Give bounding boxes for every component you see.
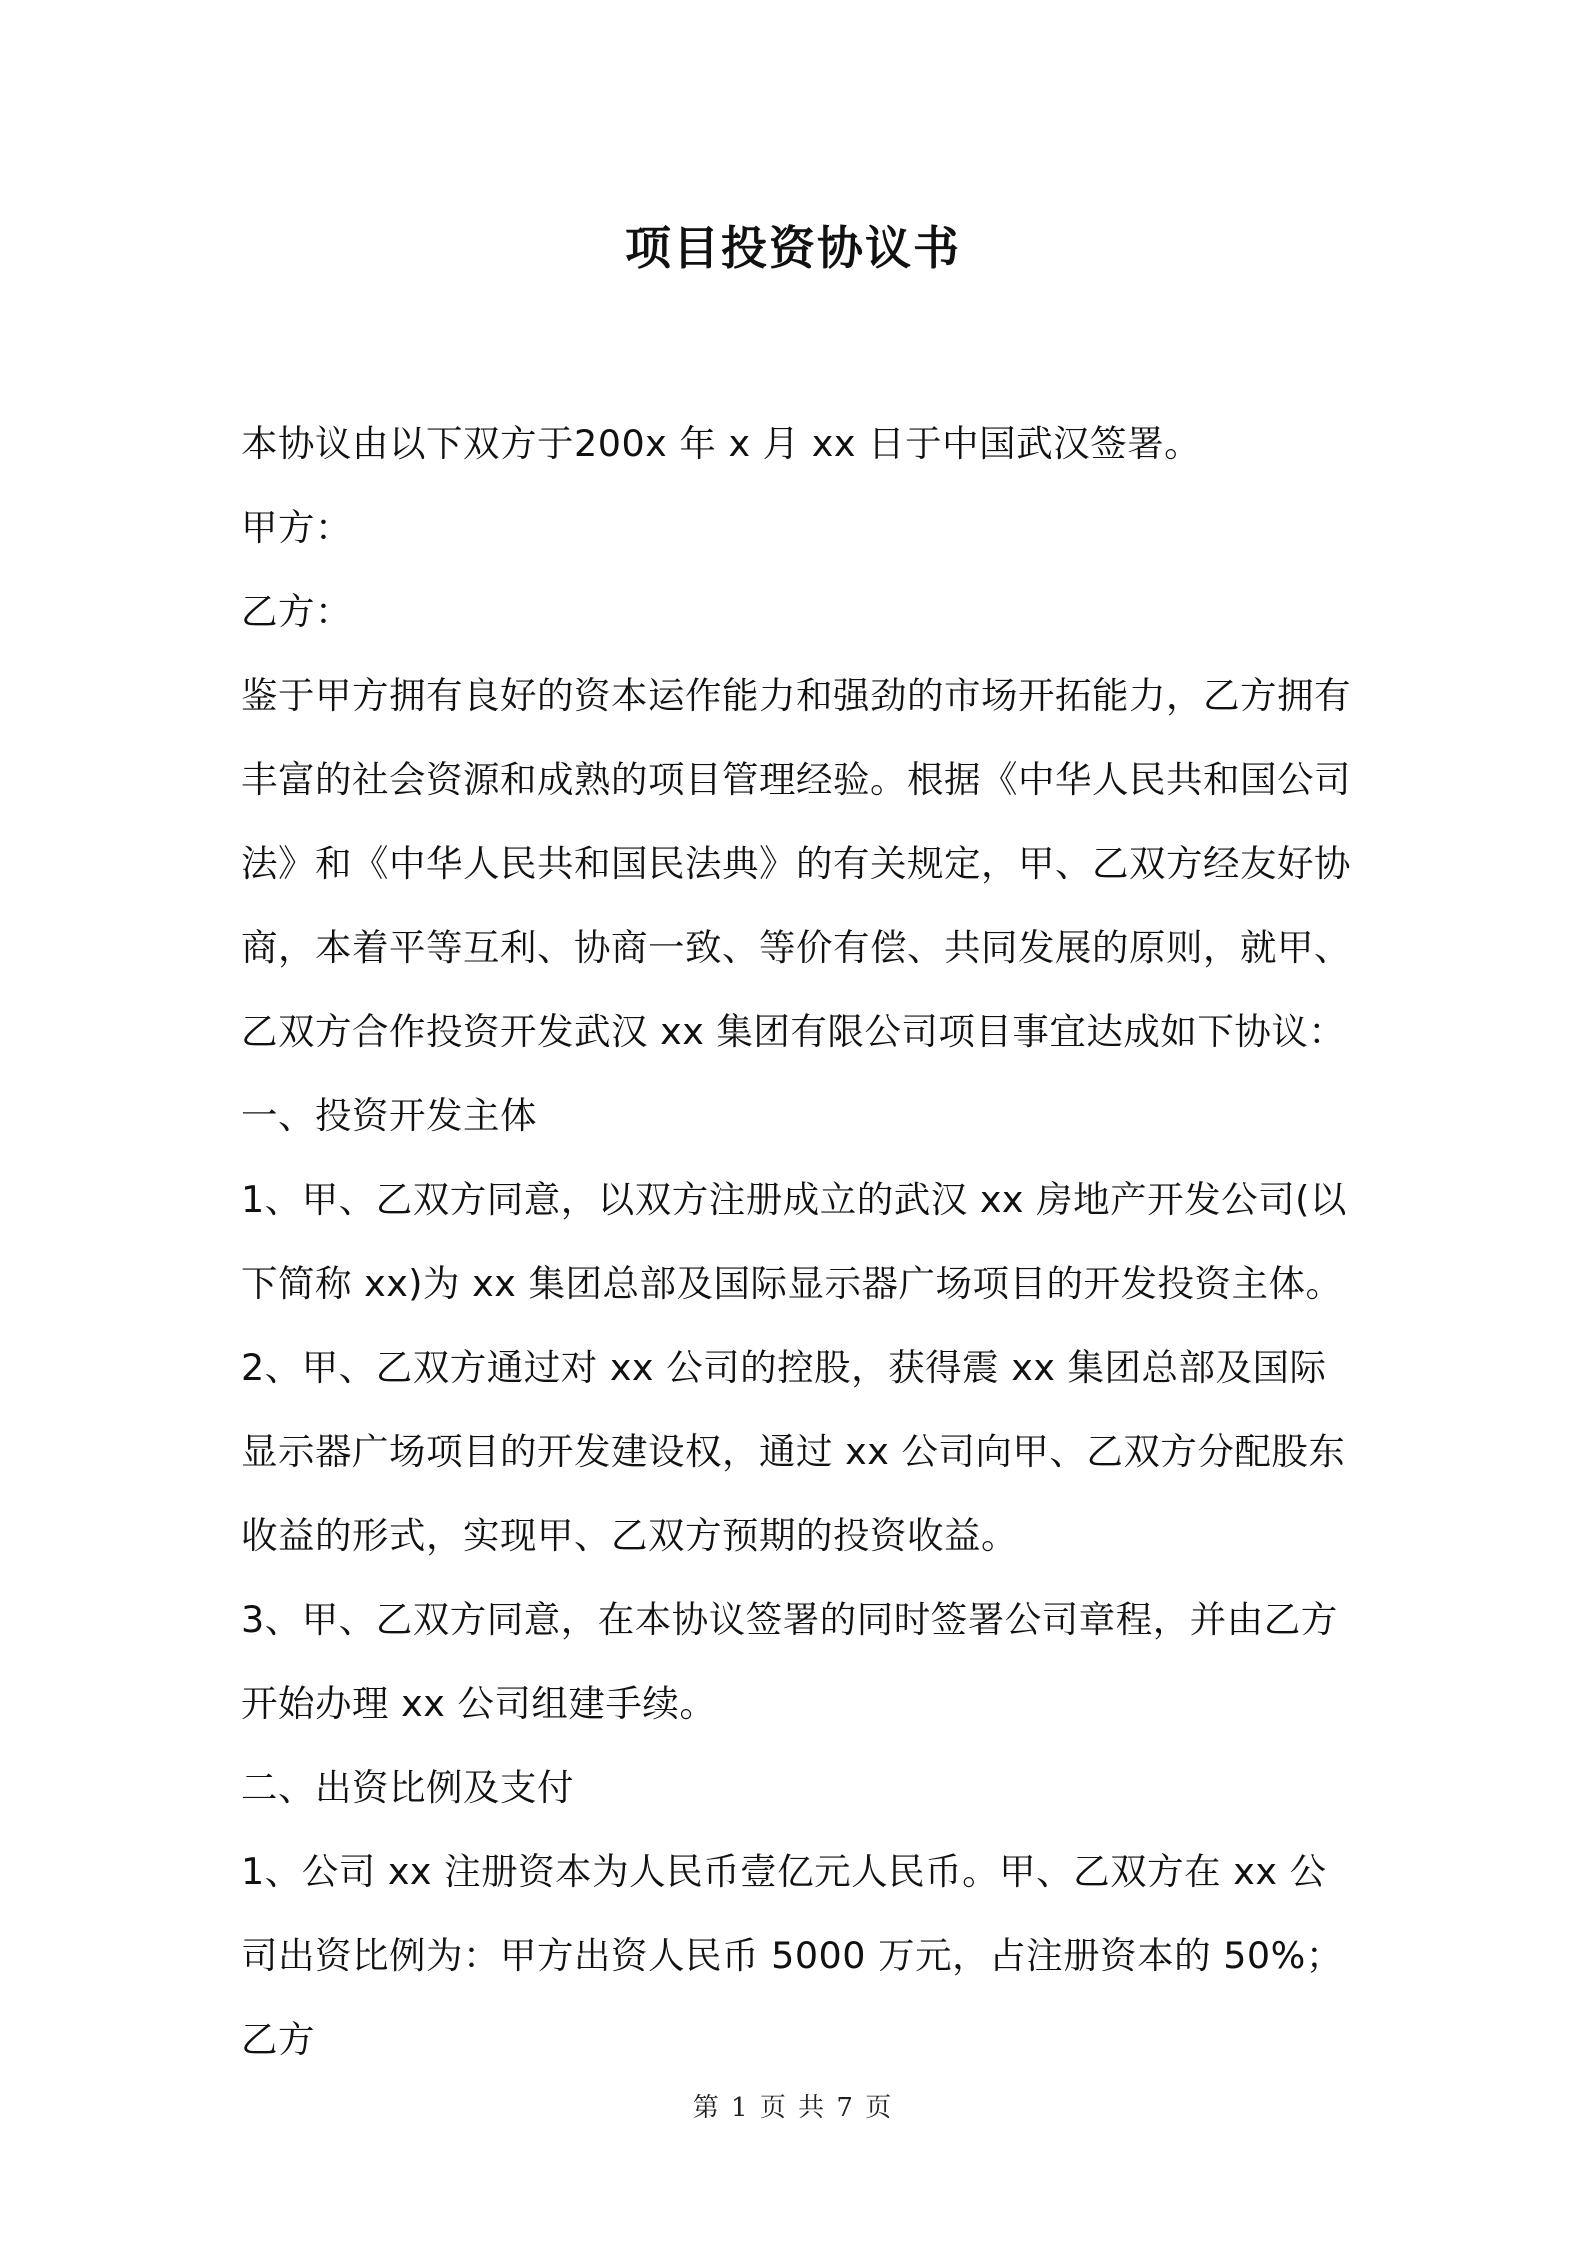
section-heading-2: 二、出资比例及支付: [241, 1766, 574, 1809]
document-body: [241, 402, 1361, 2082]
clause-1-2: 2、甲、乙双方通过对 xx 公司的控股，获得震 xx 集团总部及国际显示器广场项目的开发建设权，通过 xx 公司向甲、乙双方分配股东收益的形式，实现甲、乙双方预期的投资收益。: [241, 1346, 1346, 1557]
paragraph-party-b: 乙方：: [241, 590, 352, 633]
document-title: 项目投资协议书: [625, 221, 961, 275]
paragraph-preamble: 鉴于甲方拥有良好的资本运作能力和强劲的市场开拓能力，乙方拥有丰富的社会资源和成熟的项目管理经验。根据《中华人民共和国公司法》和《中华人民共和国民法典》的有关规定，甲、乙双方经友好协商，本着平等互利、协商一致、等价有偿、共同发展的原则，就甲、乙双方合作投资开发武汉 xx 集团有限公司项目事宜达成如下协议：: [241, 674, 1351, 1053]
clause-1-1: 1、甲、乙双方同意，以双方注册成立的武汉 xx 房地产开发公司(以下简称 xx)为 xx 集团总部及国际显示器广场项目的开发投资主体。: [241, 1178, 1347, 1305]
section-heading-1: 一、投资开发主体: [241, 1094, 537, 1137]
clause-1-3: 3、甲、乙双方同意，在本协议签署的同时签署公司章程，并由乙方开始办理 xx 公司组建手续。: [241, 1598, 1338, 1725]
paragraph-signing-date: 本协议由以下双方于200x 年 x 月 xx 日于中国武汉签署。: [241, 422, 1202, 465]
paragraph-party-a: 甲方：: [241, 506, 352, 549]
clause-2-1: 1、公司 xx 注册资本为人民币壹亿元人民币。甲、乙双方在 xx 公司出资比例为：甲方出资人民币 5000 万元，占注册资本的 50%；乙方: [241, 1850, 1343, 2061]
page-footer: 第 1 页 共 7 页: [692, 2093, 894, 2123]
